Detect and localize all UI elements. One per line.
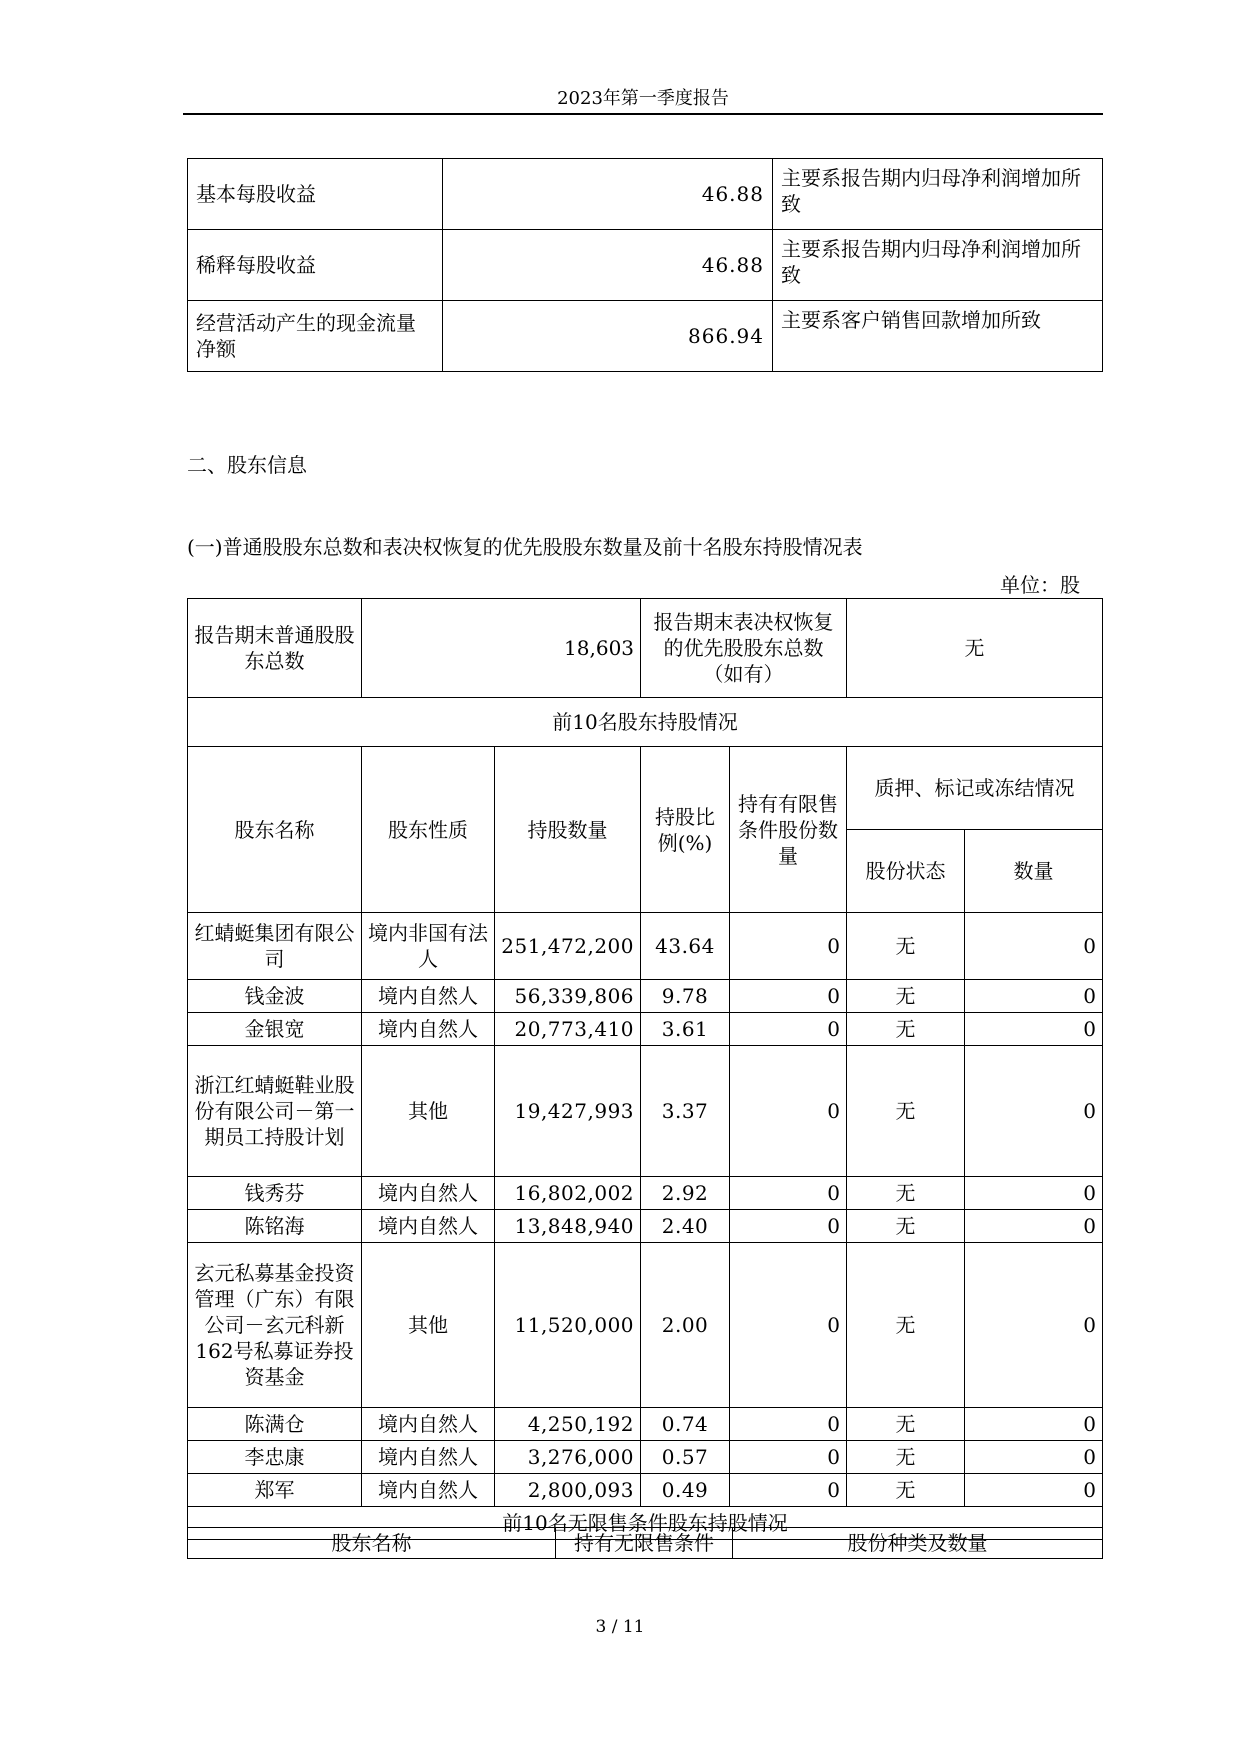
holder-pledge-qty: 0 [965,1441,1103,1474]
holder-ratio: 3.61 [641,1013,730,1046]
holder-ratio: 2.40 [641,1210,730,1243]
holder-restricted: 0 [730,1243,847,1408]
indicator-value: 46.88 [443,159,773,230]
holder-nature: 其他 [362,1243,495,1408]
shareholder-table [187,598,1103,1540]
total-holders-label: 报告期末普通股股东总数 [188,599,362,698]
holder-pledge-qty: 0 [965,1013,1103,1046]
holder-nature: 境内自然人 [362,1441,495,1474]
holder-pledge-status: 无 [847,1177,965,1210]
holder-nature: 境内自然人 [362,1408,495,1441]
holder-ratio: 0.49 [641,1474,730,1507]
indicator-reason: 主要系报告期内归母净利润增加所致 [773,230,1103,301]
holder-restricted: 0 [730,1408,847,1441]
holder-name: 陈铭海 [188,1210,362,1243]
holder-shares: 56,339,806 [495,980,641,1013]
top10-title: 前10名股东持股情况 [188,698,1103,747]
holder-name: 红蜻蜓集团有限公司 [188,913,362,980]
indicator-value: 46.88 [443,230,773,301]
top10-title-row [188,698,1103,747]
unrestricted-header-name: 股东名称 [188,1528,556,1559]
table-row [188,301,1103,372]
table-row [188,1441,1103,1474]
holder-restricted: 0 [730,1013,847,1046]
holder-pledge-status: 无 [847,1013,965,1046]
table-row [188,230,1103,301]
indicator-value: 866.94 [443,301,773,372]
header-row [188,747,1103,830]
report-header: 2023年第一季度报告 [557,88,729,109]
header-ratio: 持股比例(%) [641,747,730,913]
header-restricted: 持有有限售条件股份数量 [730,747,847,913]
table-row [188,1013,1103,1046]
holder-restricted: 0 [730,1046,847,1177]
holder-nature: 境内非国有法人 [362,913,495,980]
holder-nature: 境内自然人 [362,1474,495,1507]
table-row [188,1474,1103,1507]
table-row [188,913,1103,980]
holder-name: 郑军 [188,1474,362,1507]
header-row [188,1528,1103,1559]
holder-name: 玄元私募基金投资管理（广东）有限公司－玄元科新162号私募证券投资基金 [188,1243,362,1408]
holder-pledge-status: 无 [847,1441,965,1474]
unrestricted-table [187,1527,1103,1559]
total-holders-value: 18,603 [362,599,641,698]
holder-shares: 19,427,993 [495,1046,641,1177]
holder-name: 浙江红蜻蜓鞋业股份有限公司－第一期员工持股计划 [188,1046,362,1177]
holder-pledge-qty: 0 [965,1474,1103,1507]
holder-nature: 境内自然人 [362,1177,495,1210]
holder-name: 金银宽 [188,1013,362,1046]
indicator-name: 稀释每股收益 [188,230,443,301]
header-rule [183,113,1103,115]
unrestricted-header-count: 持有无限售条件 [556,1528,733,1559]
table-row [188,159,1103,230]
holder-ratio: 3.37 [641,1046,730,1177]
indicator-reason: 主要系客户销售回款增加所致 [773,301,1103,372]
section-title: 二、股东信息 [187,453,307,477]
holder-pledge-status: 无 [847,1474,965,1507]
holder-nature: 其他 [362,1046,495,1177]
holder-pledge-qty: 0 [965,1210,1103,1243]
unrestricted-title: 前10名无限售条件股东持股情况 [188,1507,1103,1540]
indicator-name: 基本每股收益 [188,159,443,230]
holder-pledge-qty: 0 [965,1243,1103,1408]
header-pledge-qty: 数量 [965,830,1103,913]
holder-restricted: 0 [730,1441,847,1474]
holder-shares: 20,773,410 [495,1013,641,1046]
table-row [188,1408,1103,1441]
holder-nature: 境内自然人 [362,980,495,1013]
header-name: 股东名称 [188,747,362,913]
holder-pledge-status: 无 [847,1243,965,1408]
holder-pledge-status: 无 [847,1210,965,1243]
unit-label: 单位：股 [1000,573,1080,597]
preferred-holders-label: 报告期末表决权恢复的优先股股东总数（如有） [641,599,847,698]
holder-shares: 11,520,000 [495,1243,641,1408]
table-row [188,1177,1103,1210]
holder-ratio: 9.78 [641,980,730,1013]
holder-shares: 13,848,940 [495,1210,641,1243]
holder-pledge-status: 无 [847,980,965,1013]
indicator-name: 经营活动产生的现金流量净额 [188,301,443,372]
header-nature: 股东性质 [362,747,495,913]
header-pledge-status: 股份状态 [847,830,965,913]
holder-name: 钱金波 [188,980,362,1013]
holder-pledge-status: 无 [847,913,965,980]
holder-pledge-status: 无 [847,1408,965,1441]
holder-pledge-qty: 0 [965,1177,1103,1210]
holder-nature: 境内自然人 [362,1013,495,1046]
holder-name: 李忠康 [188,1441,362,1474]
holder-restricted: 0 [730,913,847,980]
holder-name: 钱秀芬 [188,1177,362,1210]
header-shares: 持股数量 [495,747,641,913]
holder-shares: 2,800,093 [495,1474,641,1507]
holder-shares: 251,472,200 [495,913,641,980]
indicator-table [187,158,1103,372]
holder-pledge-qty: 0 [965,913,1103,980]
summary-row [188,599,1103,698]
table-row [188,1243,1103,1408]
indicator-reason: 主要系报告期内归母净利润增加所致 [773,159,1103,230]
header-pledge-group: 质押、标记或冻结情况 [847,747,1103,830]
holder-pledge-qty: 0 [965,1046,1103,1177]
holder-shares: 16,802,002 [495,1177,641,1210]
holder-restricted: 0 [730,1474,847,1507]
table-row [188,1210,1103,1243]
table-row [188,1046,1103,1177]
holder-shares: 3,276,000 [495,1441,641,1474]
table-row [188,980,1103,1013]
holder-ratio: 0.57 [641,1441,730,1474]
section-subtitle: (一)普通股股东总数和表决权恢复的优先股股东数量及前十名股东持股情况表 [187,535,863,559]
holder-pledge-status: 无 [847,1046,965,1177]
holder-shares: 4,250,192 [495,1408,641,1441]
holder-nature: 境内自然人 [362,1210,495,1243]
page-number: 3 / 11 [595,1617,645,1637]
holder-pledge-qty: 0 [965,980,1103,1013]
holder-ratio: 2.92 [641,1177,730,1210]
holder-ratio: 2.00 [641,1243,730,1408]
unrestricted-header-type: 股份种类及数量 [733,1528,1103,1559]
holder-pledge-qty: 0 [965,1408,1103,1441]
preferred-holders-value: 无 [847,599,1103,698]
holder-restricted: 0 [730,1177,847,1210]
holder-name: 陈满仓 [188,1408,362,1441]
holder-ratio: 0.74 [641,1408,730,1441]
holder-restricted: 0 [730,1210,847,1243]
holder-restricted: 0 [730,980,847,1013]
holder-ratio: 43.64 [641,913,730,980]
